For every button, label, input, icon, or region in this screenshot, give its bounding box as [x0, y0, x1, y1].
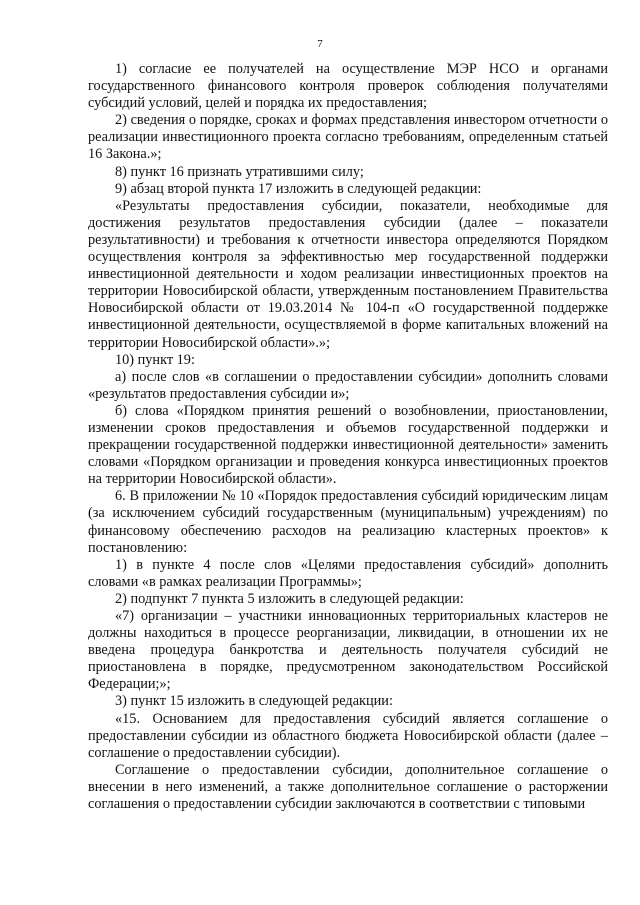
paragraph: 1) согласие ее получателей на осуществление МЭР НСО и органами государственного финансового контроля проверок соблюдения получателями субсидий условий, целей и порядка их предоставления;	[88, 61, 608, 112]
paragraph: 6. В приложении № 10 «Порядок предоставления субсидий юридическим лицам (за исключением субсидий государственным (муниципальным) учреждениям) по финансовому обеспечению расходов на реализацию кластерных проектов» к постановлению:	[88, 488, 608, 556]
paragraph: Соглашение о предоставлении субсидии, дополнительное соглашение о внесении в него изменений, а также дополнительное соглашение о расторжении соглашения о предоставлении субсидии заключаются в соответствии с типовыми	[88, 761, 608, 813]
paragraph: 2) сведения о порядке, сроках и формах представления инвестором отчетности о реализации инвестиционного проекта согласно требованиям, определенным статьей 16 Закона.»;	[88, 112, 608, 163]
document-body	[88, 61, 608, 813]
page-number: 7	[317, 38, 323, 50]
paragraph: б) слова «Порядком принятия решений о возобновлении, приостановлении, изменении сроков предоставления и объемов государственной поддержки и прекращении государственной поддержки инвестиционной деятельности» заменить словами «Порядком организации и проведения конкурса инвестиционных проектов на территории Новосибирской области».	[88, 402, 608, 488]
paragraph: 3) пункт 15 изложить в следующей редакции:	[115, 693, 393, 710]
paragraph: 10) пункт 19:	[115, 351, 195, 368]
paragraph: а) после слов «в соглашении о предоставлении субсидии» дополнить словами «результатов предоставления субсидии и»;	[88, 368, 608, 402]
paragraph: 8) пункт 16 признать утратившими силу;	[115, 163, 364, 180]
paragraph: «Результаты предоставления субсидии, показатели, необходимые для достижения результатов предоставления субсидии (далее – показатели результативности) и требования к отчетности инвестора определяются Порядком осуществления контроля за эффективностью мер государственной поддержки инвестиционной деятельности и ходом реализации инвестиционных проектов на территории Новосибирской области, утвержденным постановлением Правительства Новосибирской области от 19.03.2014 № 104-п «О государственной поддержке инвестиционной деятельности, осуществляемой в форме капитальных вложений на территории Новосибирской области».»;	[88, 197, 608, 351]
paragraph: «15. Основанием для предоставления субсидий является соглашение о предоставлении субсидии из областного бюджета Новосибирской области (далее – соглашение о предоставлении субсидии).	[88, 710, 608, 761]
paragraph: 2) подпункт 7 пункта 5 изложить в следующей редакции:	[115, 590, 464, 607]
paragraph: 1) в пункте 4 после слов «Целями предоставления субсидий» дополнить словами «в рамках реализации Программы»;	[88, 556, 608, 590]
paragraph: «7) организации – участники инновационных территориальных кластеров не должны находиться в процессе реорганизации, ликвидации, в отношении их не введена процедура банкротства и деятельность получателя субсидий не приостановлена в порядке, предусмотренном законодательством Российской Федерации;»;	[88, 608, 608, 693]
paragraph: 9) абзац второй пункта 17 изложить в следующей редакции:	[115, 180, 482, 197]
